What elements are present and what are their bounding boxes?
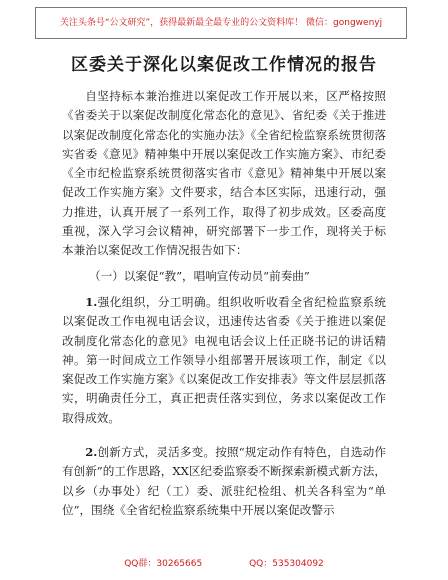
header-banner: 关注头条号“公文研究”，获得最新最全最专业的公文资料库！ 微信：gongwenyj <box>35 7 407 39</box>
item-1-text: 强化组织，分工明确。组织收听收看全省纪检监察系统以案促改工作电视电话会议，迅速传达省委《关于推进以案促改制度化常态化的意见》电视电话会议上任正晓书记的讲话精神。第一时间成立工作领导小组部署开展该项工作，制定《以案促改工作实施方案》《以案促改工作安排表》等文件层层抓落实，明确责任分工，真正把责任落实到位，务求以案促改工作取得成效。 <box>62 295 386 425</box>
item-1-number: 1. <box>85 295 98 309</box>
item-2-text: 创新方式，灵活多变。按照“规定动作有特色，自选动作有创新”的工作思路，XX区纪委监察委不断探索新模式新方法，以乡（办事处）纪（工）委、派驻纪检组、机关各科室为“单位”，围绕《全省纪检监察系统集中开展以案促改警示 <box>62 445 386 517</box>
footer-contact <box>0 556 448 569</box>
item-2-number: 2. <box>85 445 98 459</box>
footer-qq-group: QQ群：30265665 <box>124 559 203 569</box>
intro-paragraph: 自坚持标本兼治推进以案促改工作开展以来，区严格按照《省委关于以案促改制度化常态化的意见》、省纪委《关于推进以案促改制度化常态化的实施办法》《全省纪检监察系统贯彻落实省委《意见》精神集中开展以案促改工作实施方案》、市纪委《全市纪检监察系统贯彻落实省市《意见》精神集中开展以案促改工作实施方案》文件要求，结合本区实际，迅速行动，强力推进，认真开展了一系列工作，取得了初步成效。区委高度重视，深入学习会议精神，研究部署下一步工作，现将关于标本兼治以案促改工作情况报告如下： <box>62 89 386 258</box>
item-1-paragraph <box>62 293 386 428</box>
item-2-paragraph <box>62 443 386 520</box>
document-title: 区委关于深化以案促改工作情况的报告 <box>71 55 377 75</box>
footer-qq: QQ：535304092 <box>249 559 324 569</box>
section-heading-1: （一）以案促“教”，唱响宣传动员“前奏曲” <box>89 269 310 283</box>
